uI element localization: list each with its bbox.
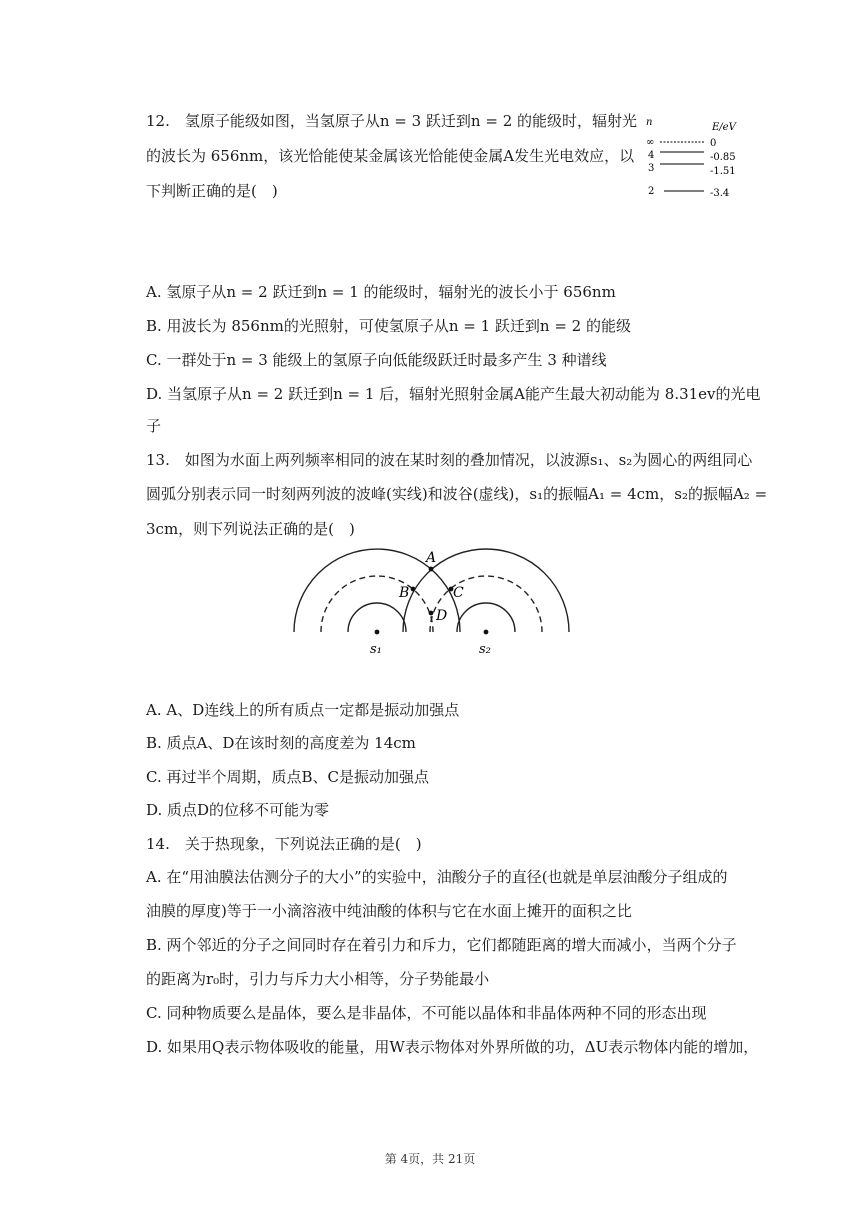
q12-stem-line-1: 12. 氢原子能级如图，当氢原子从n = 3 跃迁到n = 2 的能级时，辐射光 [146, 112, 638, 130]
source-s2-dot [484, 630, 489, 635]
q12-stem-line-2: 的波长为 656nm，该光恰能使某金属该光恰能使金属A发生光电效应，以 [146, 147, 635, 165]
q12-option-b: B. 用波长为 856nm的光照射，可使氢原子从n = 1 跃迁到n = 2 的能级 [146, 317, 631, 335]
level-2-n: 2 [648, 186, 655, 197]
level-inf-n: ∞ [646, 137, 655, 148]
q13-stem-line-1: 13. 如图为水面上两列频率相同的波在某时刻的叠加情况，以波源s₁、s₂为圆心的两组同心 [146, 451, 753, 469]
label-a: A [426, 550, 437, 566]
q14-option-a-line-1: A. 在“用油膜法估测分子的大小”的实验中，油酸分子的直径(也就是单层油酸分子组成的 [146, 868, 728, 886]
q14-option-b-line-1: B. 两个邻近的分子之间同时存在着引力和斥力，它们都随距离的增大而减小，当两个分子 [146, 936, 737, 954]
wave-interference-diagram [288, 548, 578, 660]
level-3-e: -1.51 [710, 166, 736, 177]
s1-crest-inner [348, 603, 406, 632]
q14-option-b-line-2: 的距离为r₀时，引力与斥力大小相等，分子势能最小 [146, 970, 490, 988]
q14-option-c: C. 同种物质要么是晶体，要么是非晶体，不可能以晶体和非晶体两种不同的形态出现 [146, 1004, 707, 1022]
label-s1: s₁ [370, 642, 382, 657]
q12-option-a: A. 氢原子从n = 2 跃迁到n = 1 的能级时，辐射光的波长小于 656nm [146, 283, 616, 301]
q12-stem-line-3: 下判断正确的是( ) [146, 182, 278, 200]
label-c: C [453, 585, 464, 601]
q13-stem-line-2: 圆弧分别表示同一时刻两列波的波峰(实线)和波谷(虚线)，s₁的振幅A₁ = 4cm，s₂的振幅A₂ = [146, 485, 768, 503]
level-3-n: 3 [648, 163, 655, 174]
q14-stem: 14. 关于热现象，下列说法正确的是( ) [146, 835, 422, 853]
point-d-dot [429, 611, 434, 616]
q12-option-c: C. 一群处于n = 3 能级上的氢原子向低能级跃迁时最多产生 3 种谱线 [146, 351, 607, 369]
label-s2: s₂ [479, 642, 491, 657]
q13-option-d: D. 质点D的位移不可能为零 [146, 801, 330, 819]
label-b: B [399, 585, 410, 601]
q13-option-b: B. 质点A、D在该时刻的高度差为 14cm [146, 734, 416, 752]
level-inf-e: 0 [710, 138, 717, 149]
n-header: n [646, 117, 653, 128]
level-4-n: 4 [648, 150, 655, 161]
page-footer: 第 4页，共 21页 [384, 1152, 476, 1166]
level-2-e: -3.4 [710, 188, 730, 199]
q12-option-d-cont: 子 [146, 417, 162, 435]
point-b-dot [411, 587, 416, 592]
level-4-e: -0.85 [710, 152, 736, 163]
energy-level-diagram [640, 112, 760, 204]
q13-stem-line-3: 3cm，则下列说法正确的是( ) [146, 520, 355, 538]
energy-header: E/eV [712, 122, 736, 133]
label-d: D [436, 608, 448, 624]
q13-option-c: C. 再过半个周期，质点B、C是振动加强点 [146, 768, 429, 786]
q14-option-a-line-2: 油膜的厚度)等于一小滴溶液中纯油酸的体积与它在水面上摊开的面积之比 [146, 902, 632, 920]
s2-crest-inner [457, 603, 515, 632]
source-s1-dot [375, 630, 380, 635]
q13-option-a: A. A、D连线上的所有质点一定都是振动加强点 [146, 701, 460, 719]
s1-trough [321, 576, 433, 632]
q14-option-d-line-1: D. 如果用Q表示物体吸收的能量，用W表示物体对外界所做的功，ΔU表示物体内能的增加， [146, 1038, 759, 1056]
q12-option-d: D. 当氢原子从n = 2 跃迁到n = 1 后，辐射光照射金属A能产生最大初动能为 8.31ev的光电 [146, 385, 761, 403]
point-a-dot [429, 567, 434, 572]
